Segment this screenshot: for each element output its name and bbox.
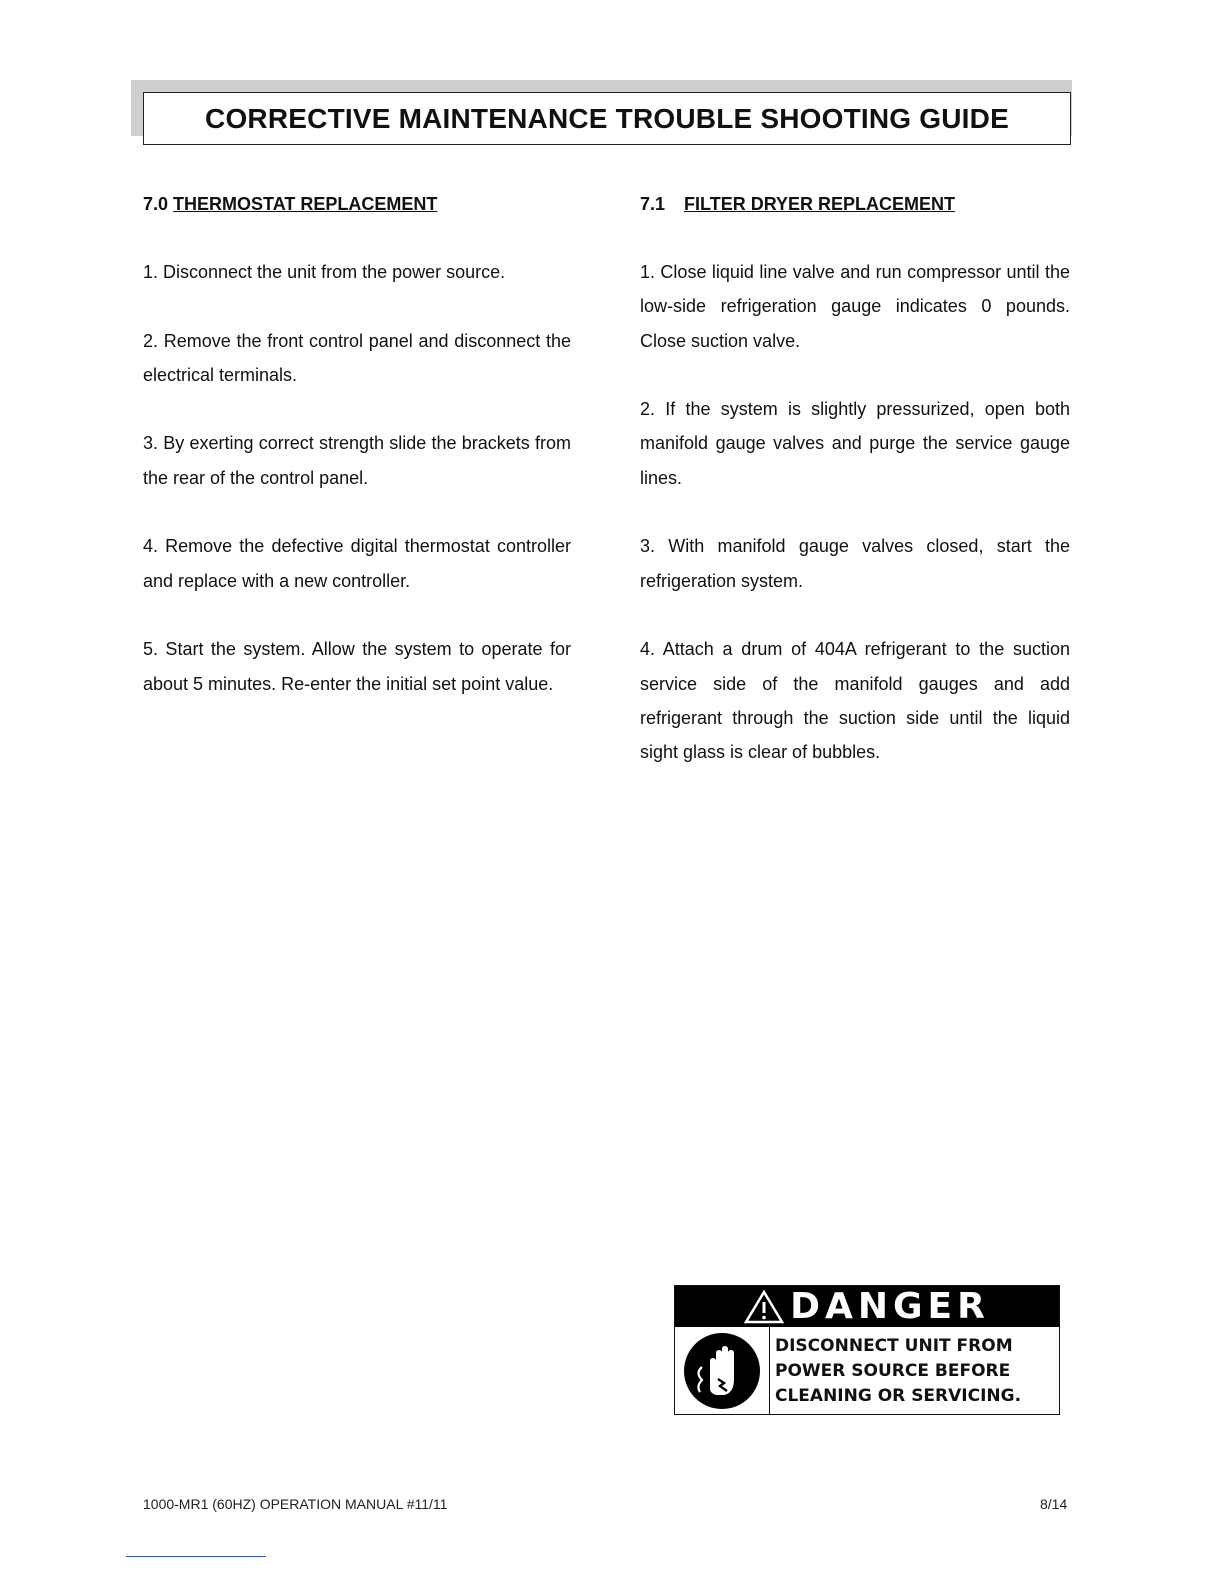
danger-icon-cell: [675, 1327, 770, 1414]
thermostat-steps: [143, 255, 571, 735]
danger-label: [674, 1285, 1060, 1415]
danger-header: [675, 1286, 1059, 1327]
electric-shock-hand-icon: [682, 1331, 762, 1411]
danger-heading: DANGER: [790, 1285, 990, 1327]
danger-line: CLEANING OR SERVICING.: [775, 1386, 1022, 1406]
step-item: 1. Close liquid line valve and run compressor until the low-side refrigeration gauge indicates 0 pounds. Close suction valve.: [640, 262, 1070, 351]
danger-line: DISCONNECT UNIT FROM: [775, 1336, 1013, 1356]
page-title: CORRECTIVE MAINTENANCE TROUBLE SHOOTING GUIDE: [205, 102, 1009, 134]
step-item: 5. Start the system. Allow the system to operate for about 5 minutes. Re-enter the initial set point value.: [143, 639, 571, 694]
section-title: THERMOSTAT REPLACEMENT: [173, 194, 438, 214]
step-item: 1. Disconnect the unit from the power source.: [143, 262, 506, 282]
section-heading-thermostat: [143, 194, 437, 215]
filter-dryer-steps: [640, 255, 1070, 804]
page-header: [143, 92, 1071, 145]
danger-message: [770, 1327, 1021, 1414]
step-item: 2. Remove the front control panel and disconnect the electrical terminals.: [143, 330, 571, 385]
step-item: 4. Remove the defective digital thermostat controller and replace with a new controller.: [143, 536, 571, 591]
step-item: 3. With manifold gauge valves closed, start the refrigeration system.: [640, 536, 1070, 591]
step-item: 2. If the system is slightly pressurized, open both manifold gauge valves and purge the service gauge lines.: [640, 399, 1070, 488]
footer-page-number: 8/14: [1040, 1496, 1068, 1512]
section-heading-filter-dryer: [640, 194, 955, 215]
warning-triangle-icon: [744, 1290, 784, 1324]
section-number: 7.1: [640, 194, 666, 214]
danger-body: [675, 1327, 1059, 1414]
danger-line: POWER SOURCE BEFORE: [775, 1361, 1011, 1381]
step-item: 4. Attach a drum of 404A refrigerant to the suction service side of the manifold gauges and add refrigerant through the suction side until the liquid sight glass is clear of bubbles.: [640, 639, 1070, 763]
section-title: FILTER DRYER REPLACEMENT: [684, 194, 956, 214]
footer-manual-id: 1000-MR1 (60HZ) OPERATION MANUAL #11/11: [143, 1496, 448, 1512]
section-number: 7.0: [143, 194, 169, 214]
bottom-link-line: [126, 1556, 266, 1557]
step-item: 3. By exerting correct strength slide the brackets from the rear of the control panel.: [143, 433, 571, 488]
